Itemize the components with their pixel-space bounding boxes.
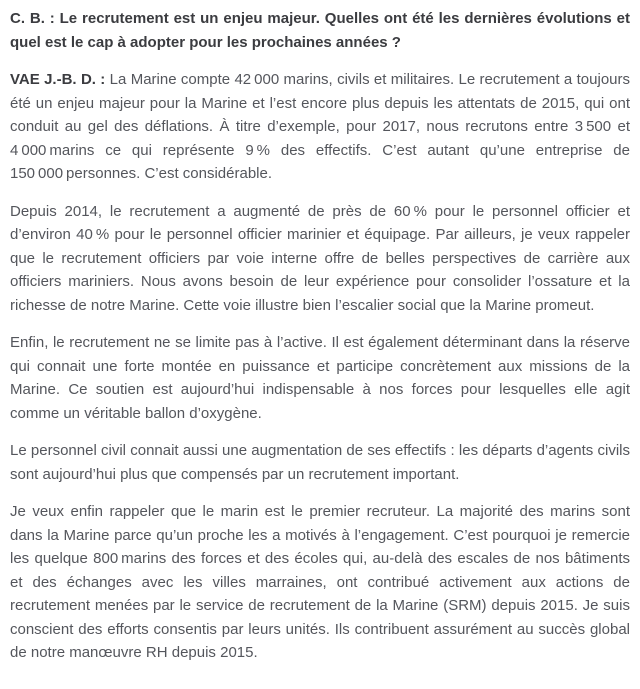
- question-text: Le recrutement est un enjeu majeur. Quelles ont été les dernières évolutions et quel est le cap à adopter pour les prochaines années ?: [10, 10, 630, 51]
- answer-paragraph: Depuis 2014, le recrutement a augmenté de près de 60 % pour le personnel officier et d’environ 40 % pour le personnel officier marinier et équipage. Par ailleurs, je veux rappeler que le recrutement officiers par voie interne offre de belles perspectives de carrière aux officiers mariniers. Nous avons besoin de leur expérience pour consolider l’ossature et la richesse de notre Marine. Cette voie illustre bien l’escalier social que la Marine promeut.: [10, 202, 630, 314]
- question-speaker-label: C. B. :: [10, 10, 55, 27]
- answer-paragraph-lead: [10, 68, 630, 186]
- answer-speaker-label: VAE J.-B. D. :: [10, 71, 106, 88]
- answer-paragraph: Je veux enfin rappeler que le marin est le premier recruteur. La majorité des marins sont dans la Marine parce qu’un proche les a motivés à l’engagement. C’est pourquoi je remercie les quelque 800 marins des forces et des écoles qui, au-delà des escales de nos bâtiments et des échanges avec les villes marraines, ont contribué activement aux actions de recrutement menées par le service de recrutement de la Marine (SRM) depuis 2015. Je suis conscient des efforts consentis par leurs unités. Ils contribuent assurément au succès global de notre manœuvre RH depuis 2015.: [10, 503, 630, 661]
- answer-lead-text: La Marine compte 42 000 marins, civils et militaires. Le recrutement a toujours été un enjeu majeur pour la Marine et l’est encore plus depuis les attentats de 2015, qui ont conduit au gel des déflations. À titre d’exemple, pour 2017, nous recrutons entre 3 500 et 4 000 marins ce qui représente 9 % des effectifs. C’est autant qu’une entreprise de 150 000 personnes. C’est considérable.: [10, 71, 630, 182]
- answer-paragraph: Le personnel civil connait aussi une augmentation de ses effectifs : les départs d’agents civils sont aujourd’hui plus que compensés par un recrutement important.: [10, 442, 630, 483]
- interview-question: [10, 7, 630, 54]
- answer-paragraph: Enfin, le recrutement ne se limite pas à l’active. Il est également déterminant dans la réserve qui connait une forte montée en puissance et participe concrètement aux missions de la Marine. Ce soutien est aujourd’hui indispensable à nos forces pour lesquelles elle agit comme un véritable ballon d’oxygène.: [10, 334, 630, 422]
